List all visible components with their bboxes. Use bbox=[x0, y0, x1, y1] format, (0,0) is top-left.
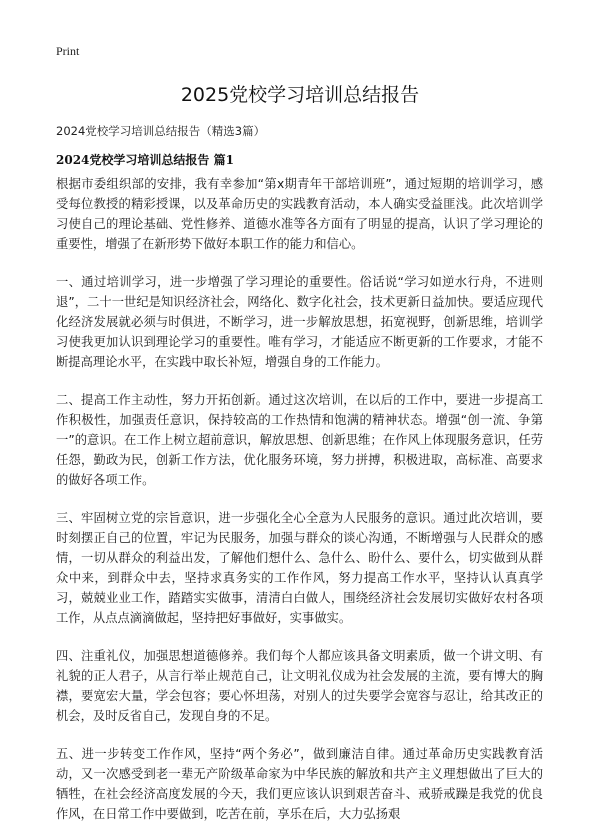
paragraph-intro: 根据市委组织部的安排，我有幸参加“第x期青年干部培训班”，通过短期的培训学习，感受每位教授的精彩授课，以及革命历史的实践教育活动，本人确实受益匪浅。此次培训学习使自己的理论基础、党性修养、道德水准等各方面有了明显的提高，认识了学习理论的重要性，增强了在新形势下做好本职工作的能力和信心。 bbox=[56, 177, 543, 251]
print-link[interactable]: Print bbox=[56, 44, 80, 58]
document-body bbox=[56, 174, 543, 828]
paragraph-point-5: 五、进一步转变工作作风，坚持“两个务必”，做到廉洁自律。通过革命历史实践教育活动，又一次感受到老一辈无产阶级革命家为中华民族的解放和共产主义理想做出了巨大的牺牲，在社会经济高度发展的今天，我们更应该认识到艰苦奋斗、戒骄戒躁是我党的优良作风，在日常工作中要做到，吃苦在前，享乐在后，大力弘扬艰 bbox=[56, 747, 543, 821]
paragraph-point-4: 四、注重礼仪，加强思想道德修养。我们每个人都应该具备文明素质，做一个讲文明、有礼貌的正人君子，从言行举止规范自己，让文明礼仪成为社会发展的主流，要有博大的胸襟，要宽宏大量，学会包容；要心怀坦荡，对别人的过失要学会宽容与忍让，给其改正的机会，及时反省自己，发现自身的不足。 bbox=[56, 649, 543, 723]
paragraph-point-2: 二、提高工作主动性，努力开拓创新。通过这次培训，在以后的工作中，要进一步提高工作积极性，加强责任意识，保持较高的工作热情和饱满的精神状态。增强“创一流、争第一”的意识。在工作上树立超前意识，解放思想、创新思维；在作风上体现服务意识，任劳任怨，勤政为民，创新工作方法，优化服务环境，努力拼搏，积极进取，高标准、高要求的做好各项工作。 bbox=[56, 393, 543, 487]
document-subtitle: 2024党校学习培训总结报告（精选3篇） bbox=[56, 124, 266, 138]
paragraph-point-1: 一、通过培训学习，进一步增强了学习理论的重要性。俗话说“学习如逆水行舟，不进则退”，二十一世纪是知识经济社会，网络化、数字化社会，技术更新日益加快。要适应现代化经济发展就必须与时俱进，不断学习，进一步解放思想，拓宽视野，创新思维，培训学习使我更加认识到理论学习的重要性。唯有学习，才能适应不断更新的工作要求，才能不断提高理论水平，在实践中取长补短，增强自身的工作能力。 bbox=[56, 275, 543, 369]
paragraph-point-3: 三、牢固树立党的宗旨意识，进一步强化全心全意为人民服务的意识。通过此次培训，要时刻摆正自己的位置，牢记为民服务，加强与群众的谈心沟通，不断增强与人民群众的感情，一切从群众的利益出发，了解他们想什么、急什么、盼什么、要什么，切实做到从群众中来，到群众中去，坚持求真务实的工作作风，努力提高工作水平，坚持认认真真学习，兢兢业业工作，踏踏实实做事，清清白白做人，围绕经济社会发展切实做好农村各项工作，从点点滴滴做起，坚持把好事做好，实事做实。 bbox=[56, 511, 543, 625]
section-heading: 2024党校学习培训总结报告 篇1 bbox=[56, 153, 234, 167]
document-title: 2025党校学习培训总结报告 bbox=[180, 84, 420, 106]
